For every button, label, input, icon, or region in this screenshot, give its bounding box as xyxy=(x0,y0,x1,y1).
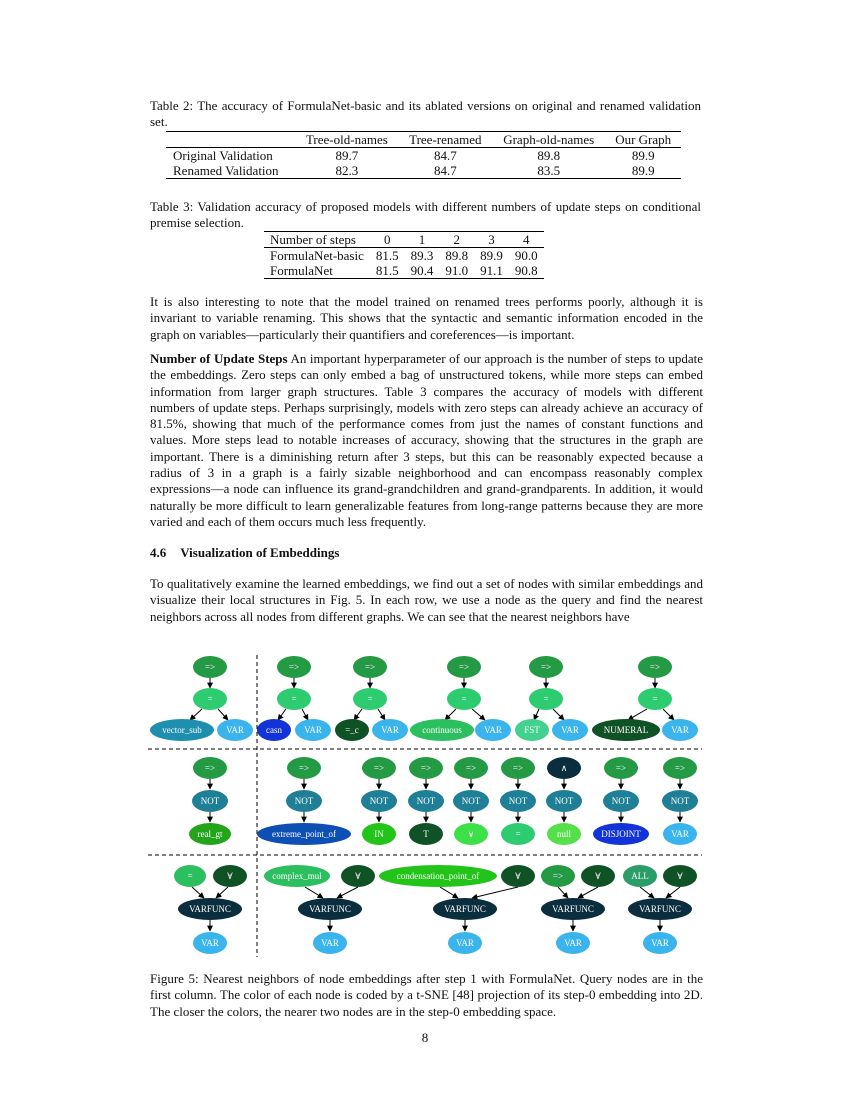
table3-caption: Table 3: Validation accuracy of proposed models with different numbers of update steps on conditional premise selection. xyxy=(150,199,701,230)
section-number: 4.6 xyxy=(150,545,167,560)
node-label: = xyxy=(515,829,521,839)
node-label: => xyxy=(512,763,524,773)
node-label: complex_mul xyxy=(272,871,322,881)
node-label: ∀ xyxy=(677,871,683,881)
node-label: = xyxy=(207,694,213,704)
node-label: NOT xyxy=(200,796,220,806)
node-label: ∀ xyxy=(227,871,233,881)
node-label: VARFUNC xyxy=(444,904,486,914)
node-label: DISJOINT xyxy=(601,829,641,839)
node-label: => xyxy=(615,763,627,773)
row-label: Original Validation xyxy=(173,148,273,163)
table-row xyxy=(166,163,681,179)
node-label: NOT xyxy=(670,796,690,806)
node-label: NOT xyxy=(416,796,436,806)
node-label: VAR xyxy=(651,938,669,948)
node-label: casn xyxy=(266,725,282,735)
node-label: VAR xyxy=(201,938,219,948)
node-label: NOT xyxy=(611,796,631,806)
node-label: => xyxy=(288,662,300,672)
table-cell: 83.5 xyxy=(537,163,561,178)
node-label: T xyxy=(423,829,429,839)
node-label: VARFUNC xyxy=(189,904,231,914)
node-label: = xyxy=(543,694,549,704)
table-header-cell xyxy=(166,132,295,148)
table-cell: 84.7 xyxy=(433,163,457,178)
table-cell: 89.7 xyxy=(335,148,359,163)
node-label: => xyxy=(465,763,477,773)
paragraph-heading: Number of Update Steps xyxy=(150,351,288,366)
node-label: => xyxy=(298,763,310,773)
row-label: Renamed Validation xyxy=(173,163,279,178)
node-label: VAR xyxy=(484,725,502,735)
table-header-cell: 0 xyxy=(384,232,391,247)
table-row xyxy=(264,263,544,279)
table-header-cell: Graph-old-names xyxy=(503,132,595,147)
node-label: real_gt xyxy=(197,829,223,839)
node-label: VAR xyxy=(381,725,399,735)
node-label: ALL xyxy=(631,871,649,881)
section-title: Visualization of Embeddings xyxy=(180,545,340,560)
node-label: => xyxy=(204,662,216,672)
node-label: => xyxy=(458,662,470,672)
table-cell: 90.8 xyxy=(514,263,538,278)
node-label: = xyxy=(187,871,193,881)
node-label: NOT xyxy=(554,796,574,806)
figure-5-graph xyxy=(140,645,710,965)
node-label: ∧ xyxy=(560,763,568,773)
table-header-cell: 1 xyxy=(418,232,426,247)
node-label: => xyxy=(204,763,216,773)
table-header-cell: 4 xyxy=(523,232,530,247)
node-label: VARFUNC xyxy=(639,904,681,914)
table-header-cell: Tree-old-names xyxy=(305,132,388,147)
paragraph-body: An important hyperparameter of our approach is the number of steps to update the embeddings. Zero steps can only embed a bag of unstructured tokens, while more steps can embed information from larger graph structures. Table 3 compares the accuracy of models with different numbers of update steps. Perhaps surprisingly, models with zero steps can already achieve an accuracy of 81.5%, showing that much of the performance comes from just the names of constant functions and values. More steps lead to notable increases of accuracy, showing that the structures in the graph are important. There is a diminishing return after 3 steps, but this can be reasonably expected because a radius of 3 in a graph is a fairly sizable neighborhood and can encompass reasonably complex expressions—a node can influence its grand-grandchildren and grand-grandparents. In addition, it would naturally be more difficult to learn generalizable features from long-range patterns because they are more varied and each of them occurs much less frequently. xyxy=(150,351,703,529)
node-label: => xyxy=(420,763,432,773)
node-label: => xyxy=(373,763,385,773)
node-label: = xyxy=(652,694,658,704)
node-label: NOT xyxy=(461,796,481,806)
node-label: ∨ xyxy=(467,829,475,839)
row2-nodes xyxy=(189,757,698,845)
node-label: VAR xyxy=(671,829,689,839)
page-number: 8 xyxy=(421,1030,429,1045)
node-label: VAR xyxy=(304,725,322,735)
node-label: null xyxy=(556,829,572,839)
node-label: => xyxy=(364,662,376,672)
table-cell: 81.5 xyxy=(375,248,399,263)
node-label: extreme_point_of xyxy=(272,829,336,839)
node-label: = xyxy=(291,694,297,704)
node-label: IN xyxy=(374,829,384,839)
node-label: => xyxy=(674,763,686,773)
node-label: => xyxy=(649,662,661,672)
table-header-row xyxy=(166,132,681,148)
row3-nodes xyxy=(174,865,697,954)
section-heading xyxy=(150,545,339,561)
row-label: FormulaNet-basic xyxy=(270,248,364,263)
node-label: =_c xyxy=(345,725,359,735)
table3 xyxy=(264,231,544,279)
node-label: NUMERAL xyxy=(603,725,649,735)
node-label: = xyxy=(461,694,467,704)
table-cell: 90.0 xyxy=(514,248,538,263)
table-cell: 89.8 xyxy=(445,248,469,263)
table-cell: 81.5 xyxy=(375,263,399,278)
node-label: VAR xyxy=(456,938,474,948)
paragraph-update-steps xyxy=(150,351,703,530)
node-label: => xyxy=(540,662,552,672)
table-row xyxy=(264,248,544,264)
node-label: condensation_point_of xyxy=(396,871,480,881)
table-cell: 89.9 xyxy=(480,248,503,263)
table-cell: 89.8 xyxy=(537,148,561,163)
row1-nodes xyxy=(150,656,698,741)
table2-caption: Table 2: The accuracy of FormulaNet-basic and its ablated versions on original and renamed validation set. xyxy=(150,98,701,129)
paragraph-visualization: To qualitatively examine the learned embeddings, we find out a set of nodes with similar embeddings and visualize their local structures in Fig. 5. In each row, we use a node as the query and find the nearest neighbors across all nodes from different graphs. We can see that the nearest neighbors have xyxy=(150,576,703,624)
paragraph-renamed-trees: It is also interesting to note that the model trained on renamed trees performs poorly, although it is invariant to variable renaming. This shows that the syntactic and semantic information encoded in the graph on variables—particularly their quantifiers and coreferences—is important. xyxy=(150,294,703,342)
table-header-cell: Our Graph xyxy=(615,132,672,147)
node-label: VARFUNC xyxy=(552,904,594,914)
node-label: VAR xyxy=(671,725,689,735)
table-cell: 91.0 xyxy=(445,263,469,278)
node-label: continuous xyxy=(422,725,462,735)
table-cell: 90.4 xyxy=(410,263,434,278)
row1-edges xyxy=(190,678,674,720)
node-label: NOT xyxy=(508,796,528,806)
table-header-cell: 3 xyxy=(488,232,495,247)
node-label: ∀ xyxy=(595,871,601,881)
table-cell: 89.9 xyxy=(631,163,655,178)
node-label: ∀ xyxy=(515,871,521,881)
node-label: => xyxy=(552,871,564,881)
node-label: = xyxy=(367,694,373,704)
table-header-cell: Number of steps xyxy=(270,232,356,247)
table-cell: 89.3 xyxy=(410,248,434,263)
table-cell: 89.9 xyxy=(631,148,655,163)
table-header-cell: 2 xyxy=(453,232,460,247)
node-label: VAR xyxy=(321,938,339,948)
node-label: FST xyxy=(524,725,540,735)
table-row xyxy=(166,148,681,164)
node-label: vector_sub xyxy=(162,725,202,735)
row-label: FormulaNet xyxy=(270,263,333,278)
node-label: NOT xyxy=(294,796,314,806)
figure-5-caption: Figure 5: Nearest neighbors of node embeddings after step 1 with FormulaNet. Query nodes are in the first column. The color of each node is coded by a t-SNE [48] projection of its step-0 embedding into 2D. The closer the colors, the nearer two nodes are in the step-0 embedding space. xyxy=(150,971,703,1019)
table-cell: 91.1 xyxy=(480,263,503,278)
table-cell: 82.3 xyxy=(335,163,359,178)
table2 xyxy=(166,131,681,179)
table-header-cell: Tree-renamed xyxy=(409,132,482,147)
table-cell: 84.7 xyxy=(433,148,457,163)
node-label: VARFUNC xyxy=(309,904,351,914)
node-label: NOT xyxy=(369,796,389,806)
node-label: VAR xyxy=(564,938,582,948)
node-label: ∀ xyxy=(355,871,361,881)
node-label: VAR xyxy=(561,725,579,735)
table-header-row xyxy=(264,232,544,248)
node-label: VAR xyxy=(226,725,244,735)
